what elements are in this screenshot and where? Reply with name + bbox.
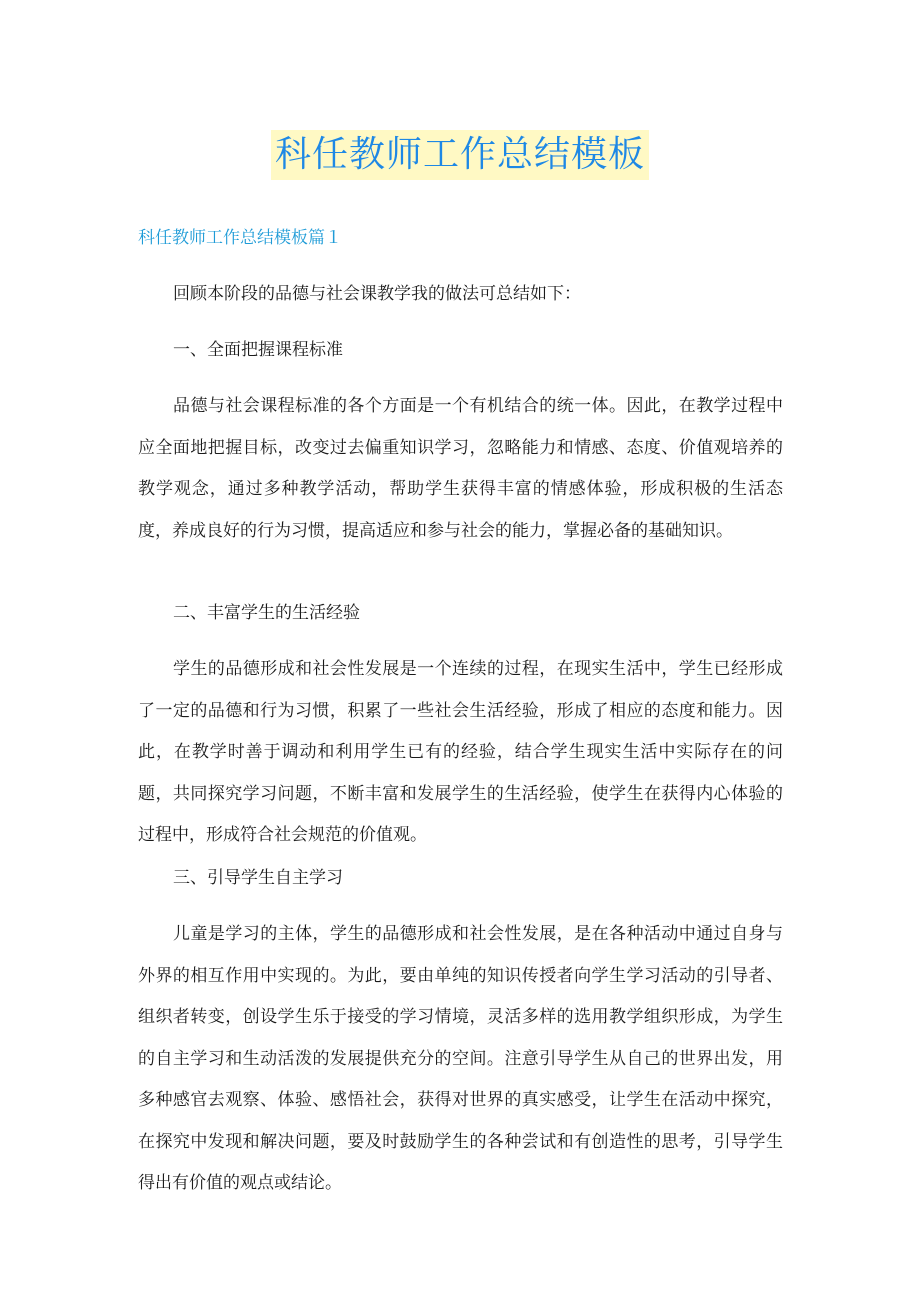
section-subtitle: 科任教师工作总结模板篇１ — [138, 228, 342, 248]
section-body-3: 儿童是学习的主体，学生的品德形成和社会性发展，是在各种活动中通过自身与外界的相互作用中实现的。为此，要由单纯的知识传授者向学生学习活动的引导者、组织者转变，创设学生乐于接受的学习情境，灵活多样的选用教学组织形成，为学生的自主学习和生动活泼的发展提供充分的空间。注意引导学生从自己的世界出发，用多种感官去观察、体验、感悟社会，获得对世界的真实感受，让学生在活动中探究，在探究中发现和解决问题，要及时鼓励学生的各种尝试和有创造性的思考，引导学生得出有价值的观点或结论。 — [138, 924, 783, 1193]
section-body-2: 学生的品德形成和社会性发展是一个连续的过程，在现实生活中，学生已经形成了一定的品德和行为习惯，积累了一些社会生活经验，形成了相应的态度和能力。因此，在教学时善于调动和利用学生已有的经验，结合学生现实生活中实际存在的问题，共同探究学习问题，不断丰富和发展学生的生活经验，使学生在获得内心体验的过程中，形成符合社会规范的价值观。 — [138, 659, 783, 845]
section-heading-2: 二、丰富学生的生活经验 — [173, 603, 360, 623]
section-heading-3: 三、引导学生自主学习 — [173, 868, 343, 888]
section-body-1: 品德与社会课程标准的各个方面是一个有机结合的统一体。因此，在教学过程中应全面地把握目标，改变过去偏重知识学习，忽略能力和情感、态度、价值观培养的教学观念，通过多种教学活动，帮助学生获得丰富的情感体验，形成积极的生活态度，养成良好的行为习惯，提高适应和参与社会的能力，掌握必备的基础知识。 — [138, 396, 783, 541]
section-heading-1: 一、全面把握课程标准 — [173, 340, 343, 360]
document-title: 科任教师工作总结模板 — [271, 130, 649, 180]
title-container — [0, 130, 920, 180]
intro-paragraph: 回顾本阶段的品德与社会课教学我的做法可总结如下： — [173, 284, 581, 304]
